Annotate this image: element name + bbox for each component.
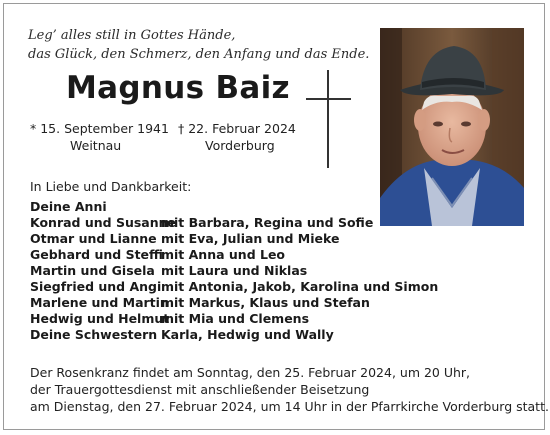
family-children: mit Eva, Julian und Mieke — [161, 231, 340, 246]
family-children: mit Markus, Klaus und Stefan — [161, 295, 370, 310]
list-item — [30, 263, 438, 279]
death-info — [178, 120, 296, 154]
deceased-name: Magnus Baiz — [66, 70, 290, 106]
birth-date: * 15. September 1941 — [30, 121, 169, 136]
family-member: Konrad und Susanne — [30, 215, 177, 230]
list-item — [30, 215, 438, 231]
list-item — [30, 279, 438, 295]
death-date: † 22. Februar 2024 — [178, 121, 296, 136]
list-item — [30, 295, 438, 311]
service-line-2: der Trauergottesdienst mit anschließender Beisetzung — [30, 382, 370, 397]
family-member: Deine Anni — [30, 199, 107, 214]
family-member: Hedwig und Helmut — [30, 311, 170, 326]
family-children: mit Antonia, Jakob, Karolina und Simon — [161, 279, 439, 294]
list-item — [30, 327, 438, 343]
family-children: Karla, Hedwig und Wally — [161, 327, 334, 342]
service-line-3: am Dienstag, den 27. Februar 2024, um 14 Uhr in der Pfarrkirche Vorderburg statt. — [30, 399, 549, 414]
family-member: Marlene und Martin — [30, 295, 169, 310]
family-member: Otmar und Lianne — [30, 231, 157, 246]
birth-info — [30, 120, 169, 154]
family-member: Deine Schwestern — [30, 327, 158, 342]
service-line-1: Der Rosenkranz findet am Sonntag, den 25. Februar 2024, um 20 Uhr, — [30, 365, 471, 380]
family-children: mit Laura und Niklas — [161, 263, 308, 278]
birth-place: Weitnau — [70, 138, 122, 153]
intro-text: In Liebe und Dankbarkeit: — [30, 179, 192, 194]
list-item — [30, 311, 438, 327]
family-member: Siegfried und Angi — [30, 279, 162, 294]
obituary-card — [3, 3, 549, 430]
list-item — [30, 231, 438, 247]
list-item — [30, 247, 438, 263]
quote-line-1: Leg’ alles still in Gottes Hände, — [28, 28, 236, 43]
portrait-photo — [380, 28, 524, 226]
death-place: Vorderburg — [205, 138, 275, 153]
list-item — [30, 199, 438, 215]
family-children: mit Mia und Clemens — [161, 311, 310, 326]
family-member: Martin und Gisela — [30, 263, 155, 278]
family-list — [30, 199, 438, 343]
family-member: Gebhard und Steffi — [30, 247, 163, 262]
service-info — [30, 364, 549, 415]
quote-line-2: das Glück, den Schmerz, den Anfang und das Ende. — [28, 47, 370, 62]
family-children: mit Anna und Leo — [161, 247, 286, 262]
family-children: mit Barbara, Regina und Sofie — [161, 215, 374, 230]
quote — [28, 26, 369, 64]
